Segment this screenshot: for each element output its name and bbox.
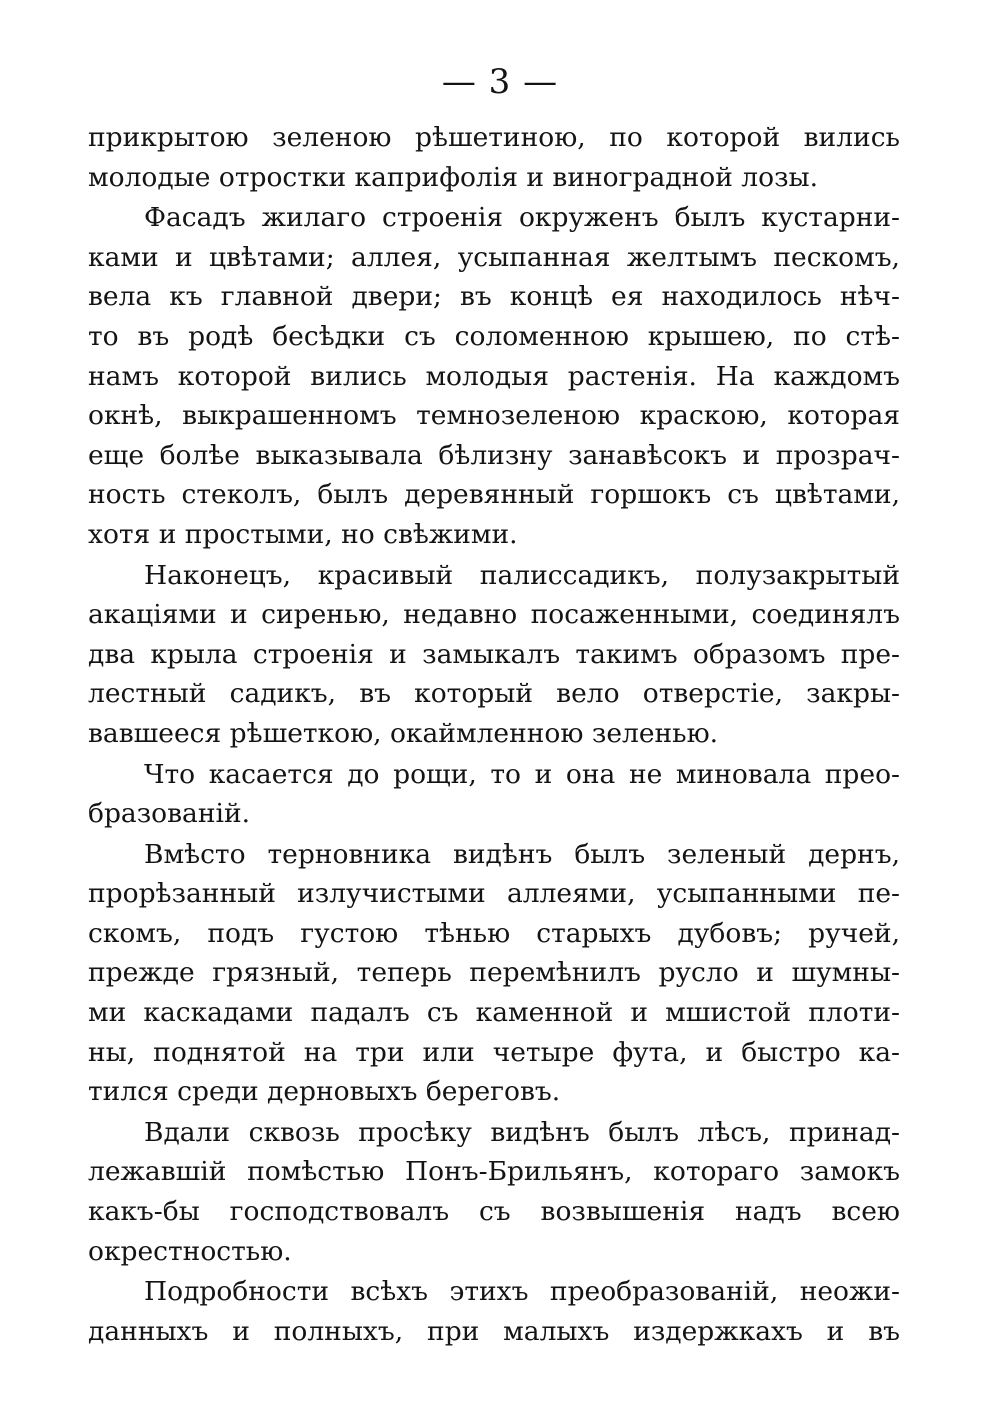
text-line: Вдали сквозь просѣку видѣнъ былъ лѣсъ, принад- (144, 1116, 900, 1148)
text-line: какъ-бы господствовалъ съ возвышенія надъ всею (88, 1196, 900, 1228)
body-text (88, 118, 900, 1351)
text-line: намъ которой вились молодыя растенія. На каждомъ (88, 360, 900, 392)
text-line: окрестностью. (88, 1235, 292, 1267)
text-line: ми каскадами падалъ съ каменной и мшистой плоти- (88, 997, 900, 1029)
paragraph-6 (88, 1113, 900, 1271)
paragraph-3 (88, 556, 900, 754)
text-line: прорѣзанный излучистыми аллеями, усыпанными пе- (88, 878, 900, 910)
page-number: — 3 — (441, 62, 559, 102)
paragraph-7 (88, 1272, 900, 1351)
text-line: ны, поднятой на три или четыре фута, и быстро ка- (88, 1036, 900, 1068)
text-line: тился среди дерновыхъ береговъ. (88, 1076, 561, 1108)
text-line: прикрытою зеленою рѣшетиною, по которой вились (88, 122, 900, 153)
text-line: молодые отростки каприфолія и виноградной лозы. (88, 161, 819, 193)
paragraph-2 (88, 198, 900, 554)
text-line: хотя и простыми, но свѣжими. (88, 518, 518, 550)
text-line: то въ родѣ бесѣдки съ соломенною крышею, по стѣ- (88, 320, 900, 352)
text-line: лежавшій помѣстью Понъ-Брильянъ, котораго замокъ (88, 1156, 900, 1188)
text-line: вела къ главной двери; въ концѣ ея находилось нѣч- (88, 281, 900, 313)
paragraph-1 (88, 118, 900, 197)
text-line: еще болѣе выказывала бѣлизну занавѣсокъ и прозрач- (88, 439, 900, 471)
text-line: ками и цвѣтами; аллея, усыпанная желтымъ пескомъ, (88, 241, 900, 273)
text-line: ность стеколъ, былъ деревянный горшокъ съ цвѣтами, (88, 479, 900, 511)
text-line: Подробности всѣхъ этихъ преобразованій, неожи- (144, 1276, 900, 1308)
text-line: два крыла строенія и замыкалъ такимъ образомъ пре- (88, 638, 900, 670)
text-line: Фасадъ жилаго строенія окруженъ былъ кустарни- (144, 202, 900, 234)
text-line: вавшееся рѣшеткою, окаймленною зеленью. (88, 717, 719, 749)
text-line: лестный садикъ, въ который вело отверстіе, закры- (88, 678, 900, 710)
text-line: данныхъ и полныхъ, при малыхъ издержкахъ и въ (88, 1315, 900, 1347)
text-line: прежде грязный, теперь перемѣнилъ русло и шумны- (88, 957, 900, 989)
text-line: скомъ, подъ густою тѣнью старыхъ дубовъ; ручей, (88, 917, 900, 949)
text-line: акаціями и сиренью, недавно посаженными, соединялъ (88, 599, 900, 631)
text-line: Что касается до рощи, то и она не миновала прео- (144, 758, 900, 790)
paragraph-5 (88, 835, 900, 1112)
text-line: окнѣ, выкрашенномъ темнозеленою краскою, которая (88, 400, 900, 432)
text-line: бразованій. (88, 798, 251, 830)
text-line: Вмѣсто терновника видѣнъ былъ зеленый дернъ, (144, 838, 900, 870)
paragraph-4 (88, 755, 900, 834)
text-line: Наконецъ, красивый палиссадикъ, полузакрытый (144, 559, 900, 591)
